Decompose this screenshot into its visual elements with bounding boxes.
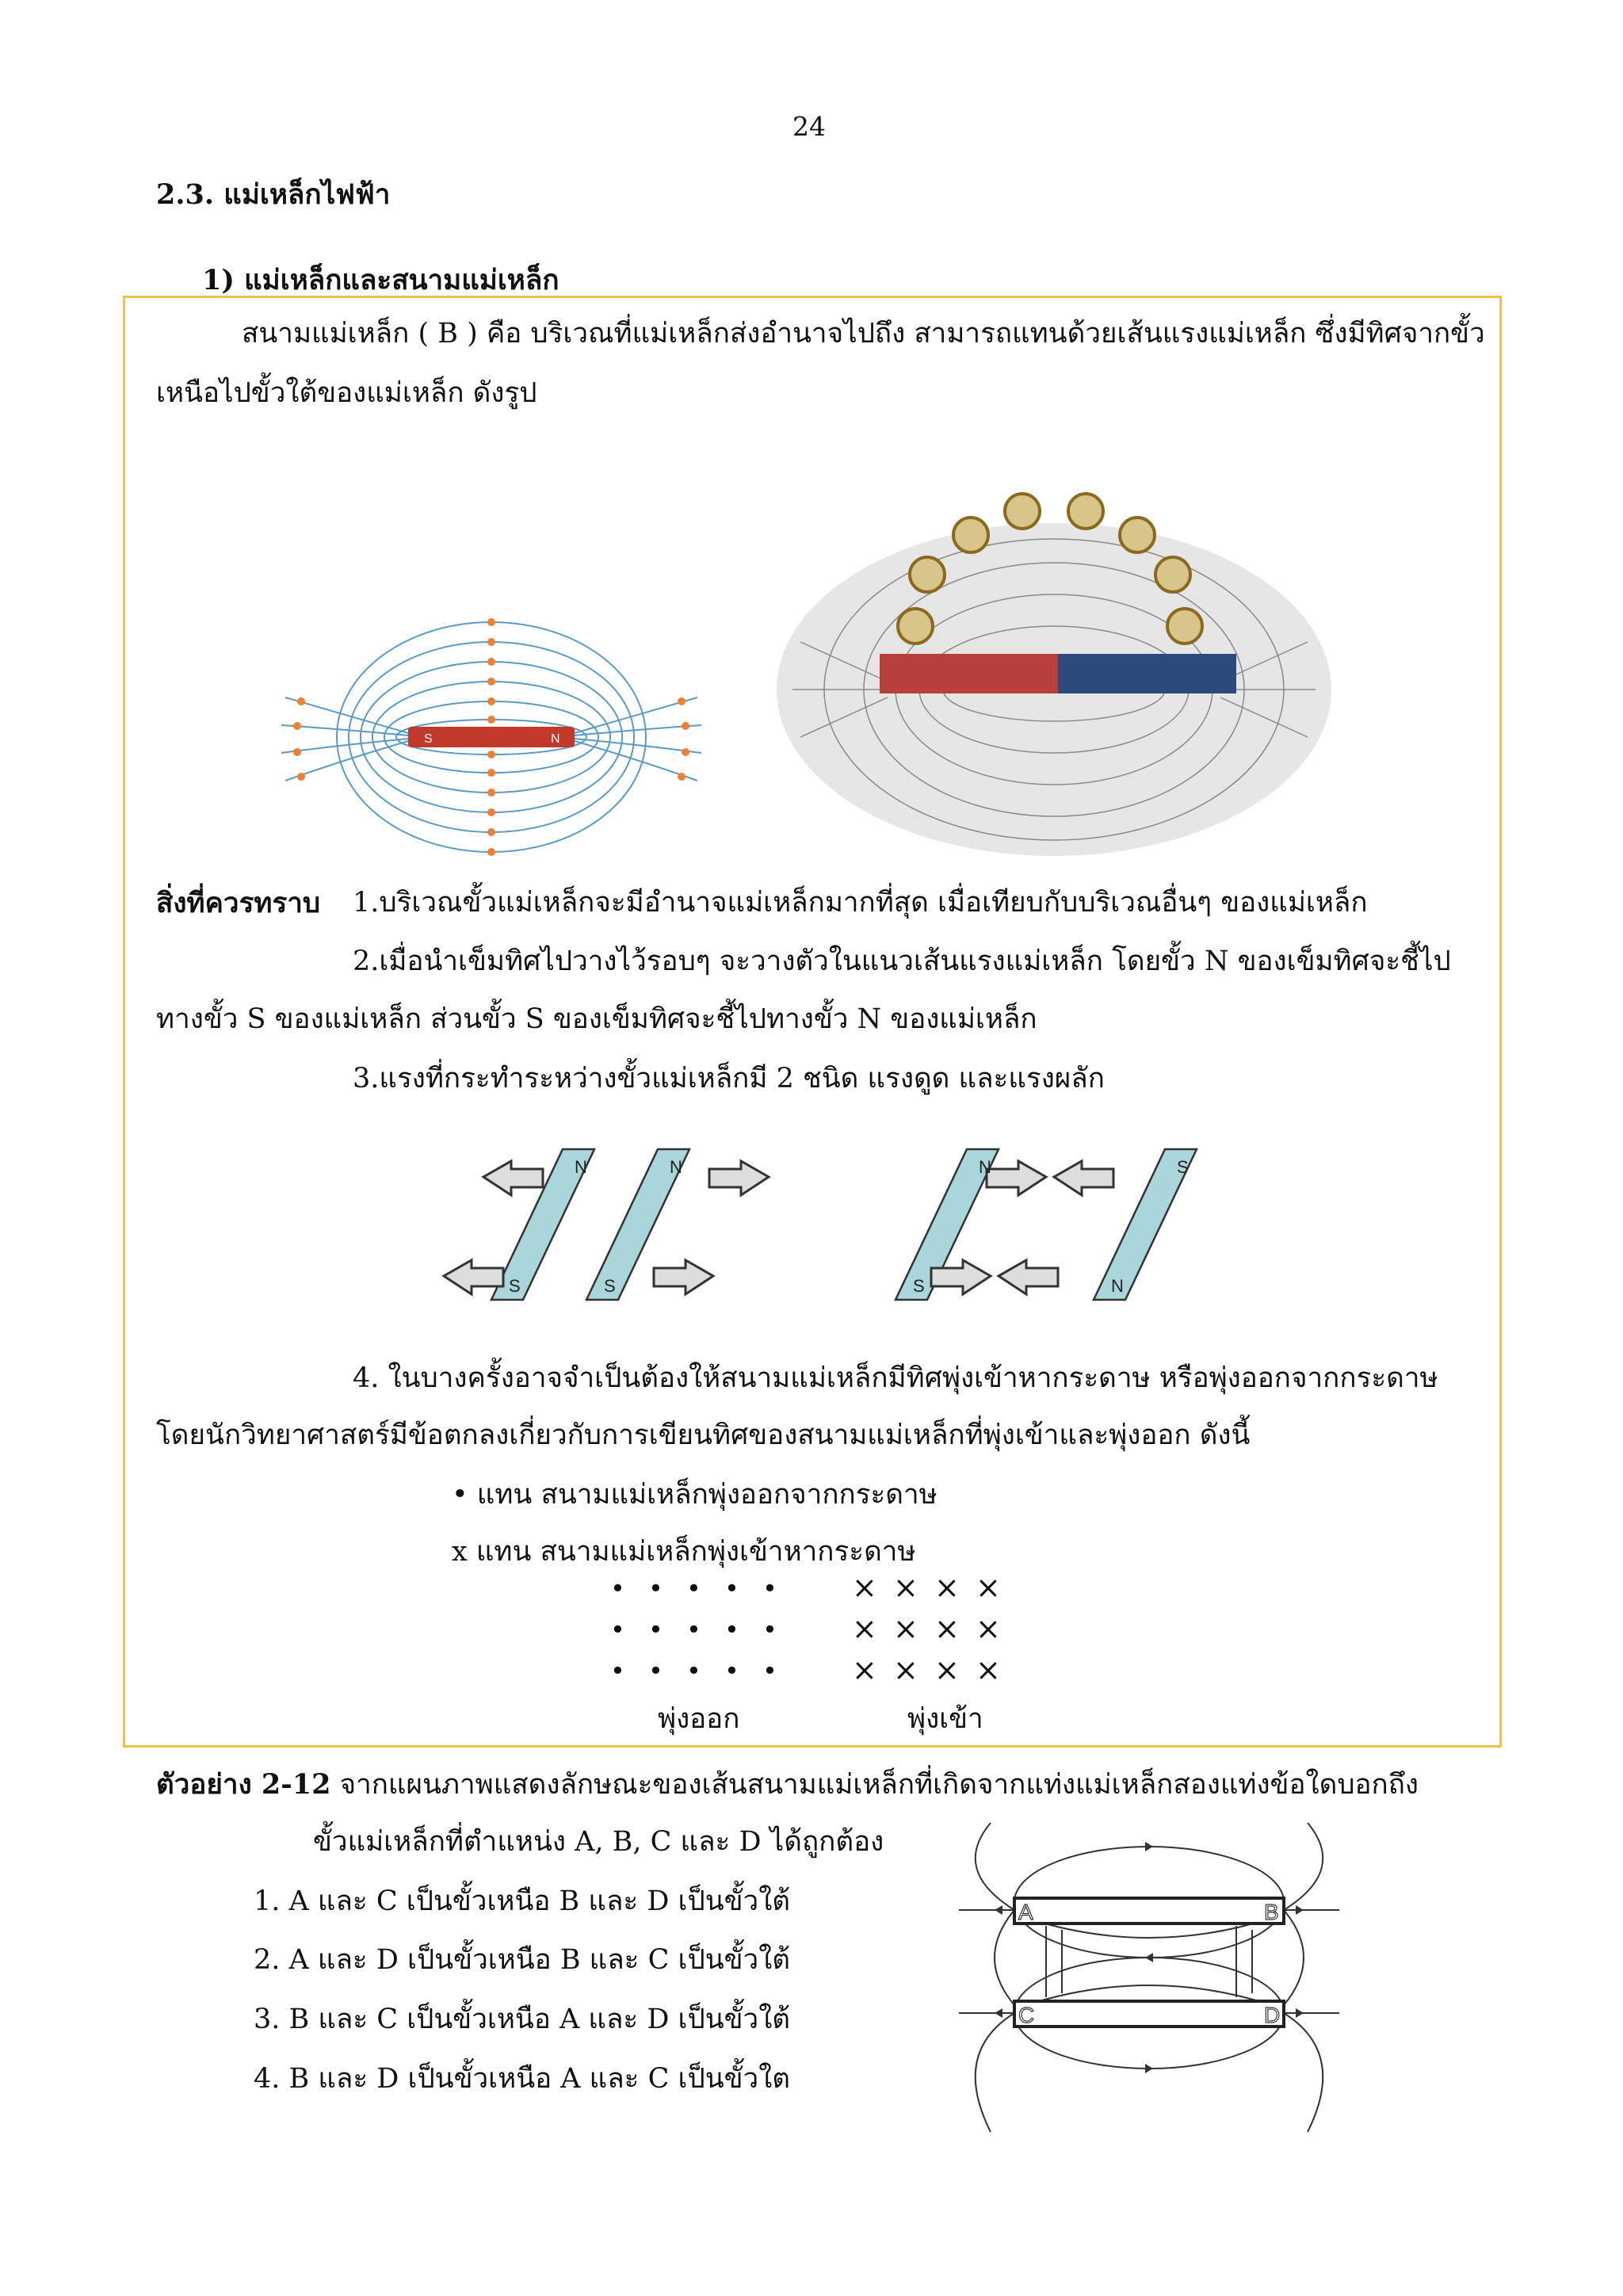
field-dot-symbol: • (724, 1573, 739, 1603)
example-question-line-1 (156, 1767, 1419, 1803)
two-magnet-field-diagram (959, 1815, 1339, 2148)
force-label-n-2: N (670, 1157, 682, 1177)
diagram-label-b: B (1264, 1900, 1279, 1924)
cross-legend: x แทน สนามแม่เหล็กพุ่งเข้าหากระดาษ (452, 1536, 916, 1568)
diagram-label-a: A (1018, 1900, 1033, 1924)
option-3: 3. B และ C เป็นขั้วเหนือ A และ D เป็นขั้วใต้ (254, 2004, 791, 2035)
fact-1: 1.บริเวณขั้วแม่เหล็กจะมีอำนาจแม่เหล็กมากที่สุด เมื่อเทียบกับบริเวณอื่นๆ ของแม่เหล็ก (353, 887, 1368, 919)
field-cross-symbol: × (852, 1570, 877, 1605)
field-dot-symbol: • (686, 1614, 701, 1645)
example-question-text: จากแผนภาพแสดงลักษณะของเส้นสนามแม่เหล็กที่เกิดจากแท่งแม่เหล็กสองแท่งข้อใดบอกถึง (330, 1769, 1419, 1801)
iron-filings-compass-figure (769, 483, 1339, 864)
field-dot-symbol: • (686, 1573, 701, 1603)
field-dot-symbol: • (724, 1614, 739, 1645)
bar-magnet-field-figure (277, 602, 705, 872)
field-label-in: พุ่งเข้า (907, 1703, 983, 1735)
magnet-label-n: N (551, 732, 560, 746)
field-dot-symbol: • (648, 1614, 663, 1645)
field-cross-symbol: × (934, 1611, 960, 1646)
facts-label: สิ่งที่ควรทราบ (156, 887, 321, 919)
diagram-label-c: C (1018, 2003, 1035, 2027)
option-1: 1. A และ C เป็นขั้วเหนือ B และ D เป็นขั้วใต้ (254, 1885, 791, 1917)
force-label-n-1: N (575, 1157, 587, 1177)
field-cross-symbol: × (976, 1570, 1001, 1605)
field-dot-symbol: • (610, 1656, 625, 1686)
section-heading: 2.3. แม่เหล็กไฟฟ้า (156, 178, 391, 211)
field-cross-symbol: × (976, 1611, 1001, 1646)
field-dot-symbol: • (648, 1656, 663, 1686)
fact-4-line-1: 4. ในบางครั้งอาจจำเป็นต้องให้สนามแม่เหล็กมีทิศพุ่งเข้าหากระดาษ หรือพุ่งออกจากกระดาษ (353, 1362, 1438, 1394)
field-dot-symbol: • (762, 1614, 777, 1645)
example-question-line-2: ขั้วแม่เหล็กที่ตำแหน่ง A, B, C และ D ได้ถูกต้อง (313, 1826, 884, 1858)
force-label-s-2: S (604, 1276, 616, 1296)
example-label: ตัวอย่าง 2-12 (156, 1768, 331, 1801)
fact-2-line-1: 2.เมื่อนำเข็มทิศไปวางไว้รอบๆ จะวางตัวในแนวเส้นแรงแม่เหล็ก โดยขั้ว N ของเข็มทิศจะชี้ไป (353, 946, 1451, 977)
field-dot-symbol: • (648, 1573, 663, 1603)
page-number: 24 (792, 111, 826, 142)
field-dot-symbol: • (610, 1573, 625, 1603)
force-label-s-1: S (509, 1276, 521, 1296)
magnetic-force-figure (420, 1141, 1212, 1316)
intro-line-2: เหนือไปขั้วใต้ของแม่เหล็ก ดังรูป (156, 377, 537, 409)
force-label-s-3: S (913, 1276, 925, 1296)
field-cross-symbol: × (976, 1652, 1001, 1687)
field-dot-symbol: • (686, 1656, 701, 1686)
option-2: 2. A และ D เป็นขั้วเหนือ B และ C เป็นขั้วใต้ (254, 1944, 791, 1976)
force-label-s-4: S (1177, 1157, 1189, 1177)
field-dot-symbol: • (724, 1656, 739, 1686)
magnet-label-s: S (424, 732, 433, 746)
dot-legend: • แทน สนามแม่เหล็กพุ่งออกจากกระดาษ (452, 1479, 938, 1511)
force-label-n-4: N (1111, 1276, 1124, 1296)
force-label-n-3: N (979, 1157, 991, 1177)
field-label-out: พุ่งออก (658, 1703, 740, 1735)
field-cross-symbol: × (893, 1611, 918, 1646)
sub-heading: 1) แม่เหล็กและสนามแม่เหล็ก (202, 264, 559, 296)
fact-3: 3.แรงที่กระทำระหว่างขั้วแม่เหล็กมี 2 ชนิด แรงดูด และแรงผลัก (353, 1063, 1105, 1095)
field-cross-symbol: × (852, 1611, 877, 1646)
field-dot-symbol: • (762, 1573, 777, 1603)
option-4: 4. B และ D เป็นขั้วเหนือ A และ C เป็นขั้วใต (254, 2063, 791, 2095)
field-cross-symbol: × (893, 1570, 918, 1605)
fact-4-line-2: โดยนักวิทยาศาสตร์มีข้อตกลงเกี่ยวกับการเขียนทิศของสนามแม่เหล็กที่พุ่งเข้าและพุ่งออก ดังนี้ (156, 1419, 1251, 1451)
fact-2-line-2: ทางขั้ว S ของแม่เหล็ก ส่วนขั้ว S ของเข็มทิศจะชี้ไปทางขั้ว N ของแม่เหล็ก (156, 1003, 1037, 1035)
intro-line-1: สนามแม่เหล็ก ( B ) คือ บริเวณที่แม่เหล็กส่งอำนาจไปถึง สามารถแทนด้วยเส้นแรงแม่เหล็ก ซึ่งมีทิศจากขั้ว (242, 318, 1485, 350)
field-cross-symbol: × (934, 1570, 960, 1605)
field-dot-symbol: • (610, 1614, 625, 1645)
field-dot-symbol: • (762, 1656, 777, 1686)
field-cross-symbol: × (934, 1652, 960, 1687)
field-symbol-grid (610, 1570, 1022, 1687)
field-cross-symbol: × (893, 1652, 918, 1687)
field-cross-symbol: × (852, 1652, 877, 1687)
diagram-label-d: D (1264, 2003, 1281, 2027)
